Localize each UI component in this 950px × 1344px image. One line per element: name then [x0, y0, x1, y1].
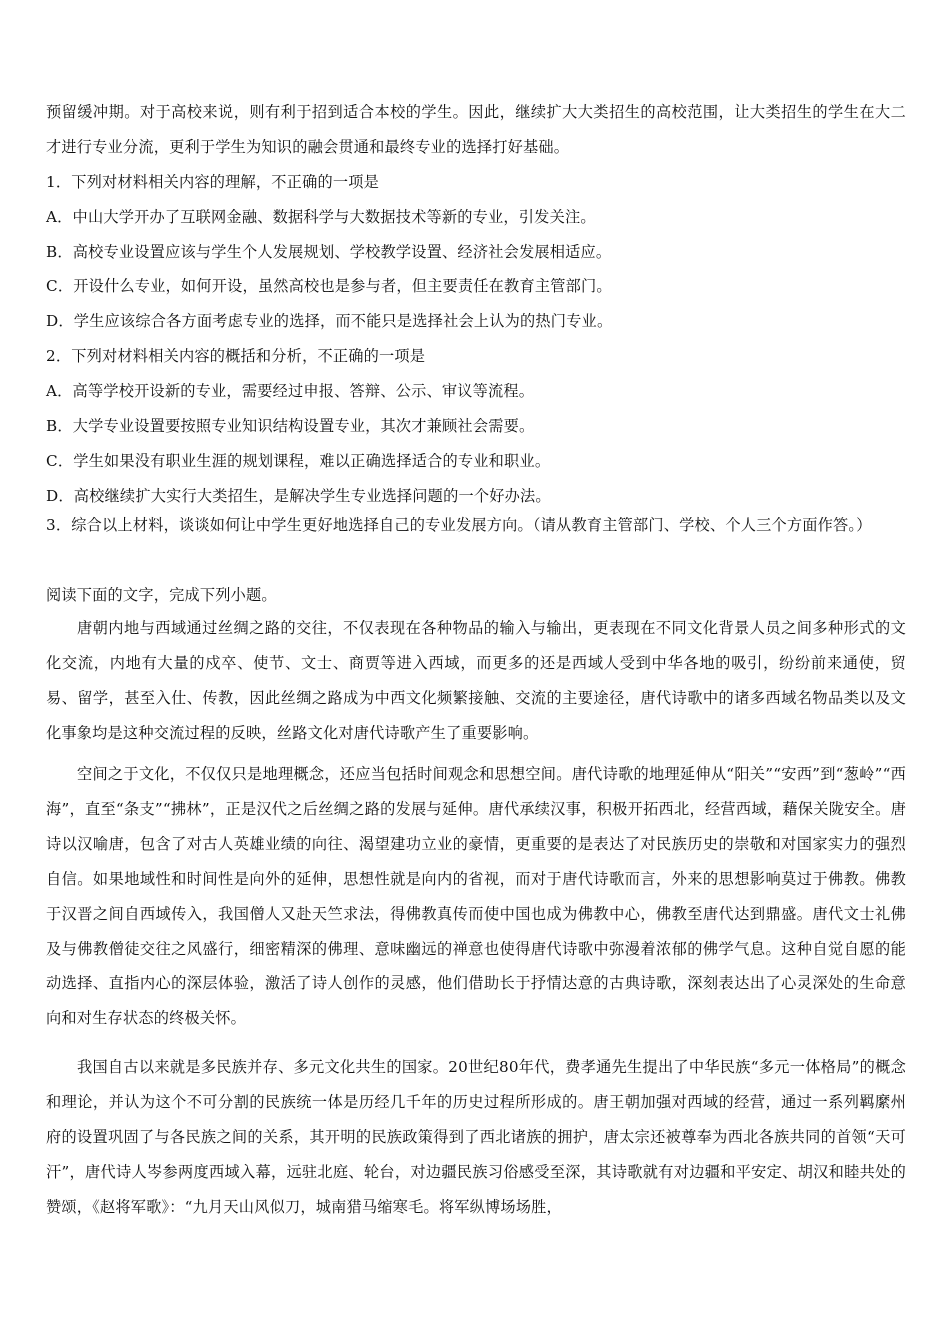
reading-instruction: 阅读下面的文字，完成下列小题。 [46, 586, 277, 604]
question-2-option-d: D．高校继续扩大实行大类招生，是解决学生专业选择问题的一个好办法。 [46, 487, 551, 505]
question-3-stem: 3．综合以上材料，谈谈如何让中学生更好地选择自己的专业发展方向。（请从教育主管部门、学校、个人三个方面作答。） [46, 516, 872, 534]
question-1-option-c: C．开设什么专业，如何开设，虽然高校也是参与者，但主要责任在教育主管部门。 [46, 277, 612, 295]
question-2-option-b: B．大学专业设置要按照专业知识结构设置专业，其次才兼顾社会需要。 [46, 417, 535, 435]
question-2-option-c: C．学生如果没有职业生涯的规划课程，难以正确选择适合的专业和职业。 [46, 452, 551, 470]
passage-top: 预留缓冲期。对于高校来说，则有利于招到适合本校的学生。因此，继续扩大大类招生的高校范围，让大类招生的学生在大二才进行专业分流，更利于学生为知识的融会贯通和最终专业的选择打好基础。 [46, 103, 906, 156]
question-2-stem: 2．下列对材料相关内容的概括和分析，不正确的一项是 [46, 347, 426, 365]
question-1-stem: 1．下列对材料相关内容的理解，不正确的一项是 [46, 173, 380, 191]
question-2-option-a: A．高等学校开设新的专业，需要经过申报、答辩、公示、审议等流程。 [46, 382, 535, 400]
question-1-option-a: A．中山大学开办了互联网金融、数据科学与大数据技术等新的专业，引发关注。 [46, 208, 596, 226]
article-paragraph-1: 唐朝内地与西域通过丝绸之路的交往，不仅表现在各种物品的输入与输出，更表现在不同文化背景人员之间多种形式的文化交流，内地有大量的戍卒、使节、文士、商贾等进入西域，而更多的还是西域人受到中华各地的吸引，纷纷前来通使，贸易、留学，甚至入仕、传教，因此丝绸之路成为中西文化频繁接触、交流的主要途径，唐代诗歌中的诸多西域名物品类以及文化事象均是这种交流过程的反映，丝路文化对唐代诗歌产生了重要影响。 [46, 619, 906, 742]
question-1-option-d: D．学生应该综合各方面考虑专业的选择，而不能只是选择社会上认为的热门专业。 [46, 312, 613, 330]
question-1-option-b: B．高校专业设置应该与学生个人发展规划、学校教学设置、经济社会发展相适应。 [46, 243, 612, 261]
article-paragraph-3: 我国自古以来就是多民族并存、多元文化共生的国家。20世纪80年代，费孝通先生提出了中华民族“多元一体格局”的概念和理论，并认为这个不可分割的民族统一体是历经几千年的历史过程所形成的。唐王朝加强对西域的经营，通过一系列羁縻州府的设置巩固了与各民族之间的关系，其开明的民族政策得到了西北诸族的拥护，唐太宗还被尊奉为西北各族共同的首领“天可汗”，唐代诗人岑参两度西域入幕，远驻北庭、轮台，对边疆民族习俗感受至深，其诗歌就有对边疆和平安定、胡汉和睦共处的赞颂，《赵将军歌》：“九月天山风似刀，城南猎马缩寒毛。将军纵博场场胜， [46, 1058, 906, 1216]
article-paragraph-2: 空间之于文化，不仅仅只是地理概念，还应当包括时间观念和思想空间。唐代诗歌的地理延伸从“阳关”“安西”到“葱岭”“西海”，直至“条支”“拂林”，正是汉代之后丝绸之路的发展与延伸。唐代承续汉事，积极开拓西北，经营西域，藉保关陇安全。唐诗以汉喻唐，包含了对古人英雄业绩的向往、渴望建功立业的豪情，更重要的是表达了对民族历史的崇敬和对国家实力的强烈自信。如果地域性和时间性是向外的延伸，思想性就是向内的省视，而对于唐代诗歌而言，外来的思想影响莫过于佛教。佛教于汉晋之间自西域传入，我国僧人又赴天竺求法，得佛教真传而使中国也成为佛教中心，佛教至唐代达到鼎盛。唐代文士礼佛及与佛教僧徒交往之风盛行，细密精深的佛理、意味幽远的禅意也使得唐代诗歌中弥漫着浓郁的佛学气息。这种自觉自愿的能动选择、直指内心的深层体验，激活了诗人创作的灵感，他们借助长于抒情达意的古典诗歌，深刻表达出了心灵深处的生命意向和对生存状态的终极关怀。 [46, 765, 906, 1028]
